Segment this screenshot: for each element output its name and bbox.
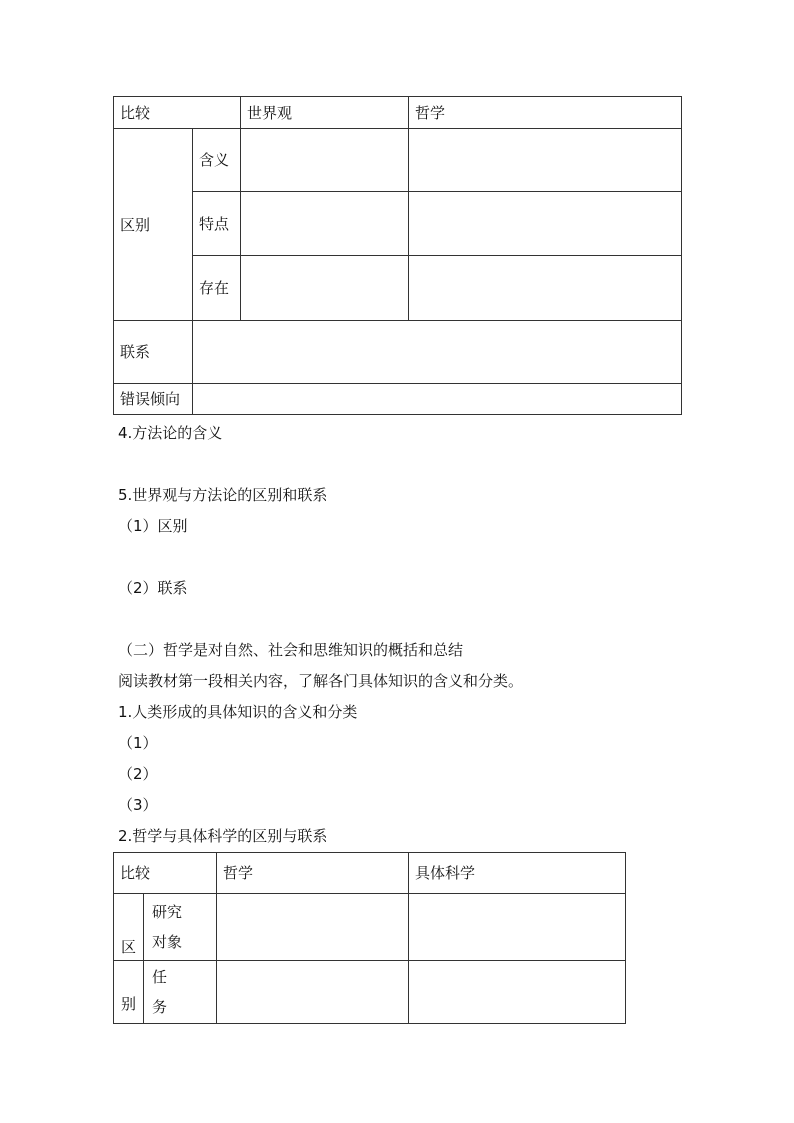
t2-row-label-research-object-line1: 研究	[152, 903, 183, 921]
cell-meaning-worldview	[241, 129, 409, 192]
cell-existence-worldview	[241, 256, 409, 321]
t2-row-label-research-object	[144, 894, 217, 961]
header-compare: 比较	[114, 97, 241, 129]
row-label-distinction: 区别	[114, 129, 193, 321]
t2-cell-object-philosophy	[217, 894, 409, 961]
item-1: （1）	[118, 734, 158, 752]
section-heading-two: （二）哲学是对自然、社会和思维知识的概括和总结	[118, 641, 464, 659]
cell-connection	[193, 321, 682, 384]
philosophy-science-table	[113, 852, 626, 1024]
heading-worldview-methodology: 5.世界观与方法论的区别和联系	[118, 486, 328, 504]
heading-philosophy-science: 2.哲学与具体科学的区别与联系	[118, 827, 328, 845]
row-label-error-tendency: 错误倾向	[114, 384, 193, 415]
t2-row-label-task-line2: 务	[152, 998, 168, 1016]
subheading-distinction: （1）区别	[118, 517, 188, 535]
t2-row-label-task	[144, 961, 217, 1024]
cell-error-tendency	[193, 384, 682, 415]
t2-distinction-label-top: 区	[114, 894, 144, 961]
t2-cell-task-philosophy	[217, 961, 409, 1024]
t2-header-compare: 比较	[114, 853, 217, 894]
heading-methodology-meaning: 4.方法论的含义	[118, 424, 223, 442]
t2-row-label-research-object-line2: 对象	[152, 933, 183, 951]
row-label-features: 特点	[193, 192, 241, 256]
t2-row-label-task-line1: 任	[152, 968, 168, 986]
t2-header-science: 具体科学	[409, 853, 626, 894]
item-2: （2）	[118, 765, 158, 783]
t2-header-philosophy: 哲学	[217, 853, 409, 894]
heading-knowledge-classification: 1.人类形成的具体知识的含义和分类	[118, 703, 358, 721]
t2-distinction-label-bottom: 别	[114, 961, 144, 1024]
item-3: （3）	[118, 796, 158, 814]
row-label-connection: 联系	[114, 321, 193, 384]
t2-cell-object-science	[409, 894, 626, 961]
reading-instruction: 阅读教材第一段相关内容，了解各门具体知识的含义和分类。	[118, 672, 524, 690]
row-label-existence: 存在	[193, 256, 241, 321]
row-label-meaning: 含义	[193, 129, 241, 192]
header-philosophy: 哲学	[409, 97, 682, 129]
cell-existence-philosophy	[409, 256, 682, 321]
header-worldview: 世界观	[241, 97, 409, 129]
subheading-connection: （2）联系	[118, 579, 188, 597]
cell-features-philosophy	[409, 192, 682, 256]
worldview-philosophy-table	[113, 96, 682, 415]
t2-cell-task-science	[409, 961, 626, 1024]
cell-features-worldview	[241, 192, 409, 256]
cell-meaning-philosophy	[409, 129, 682, 192]
